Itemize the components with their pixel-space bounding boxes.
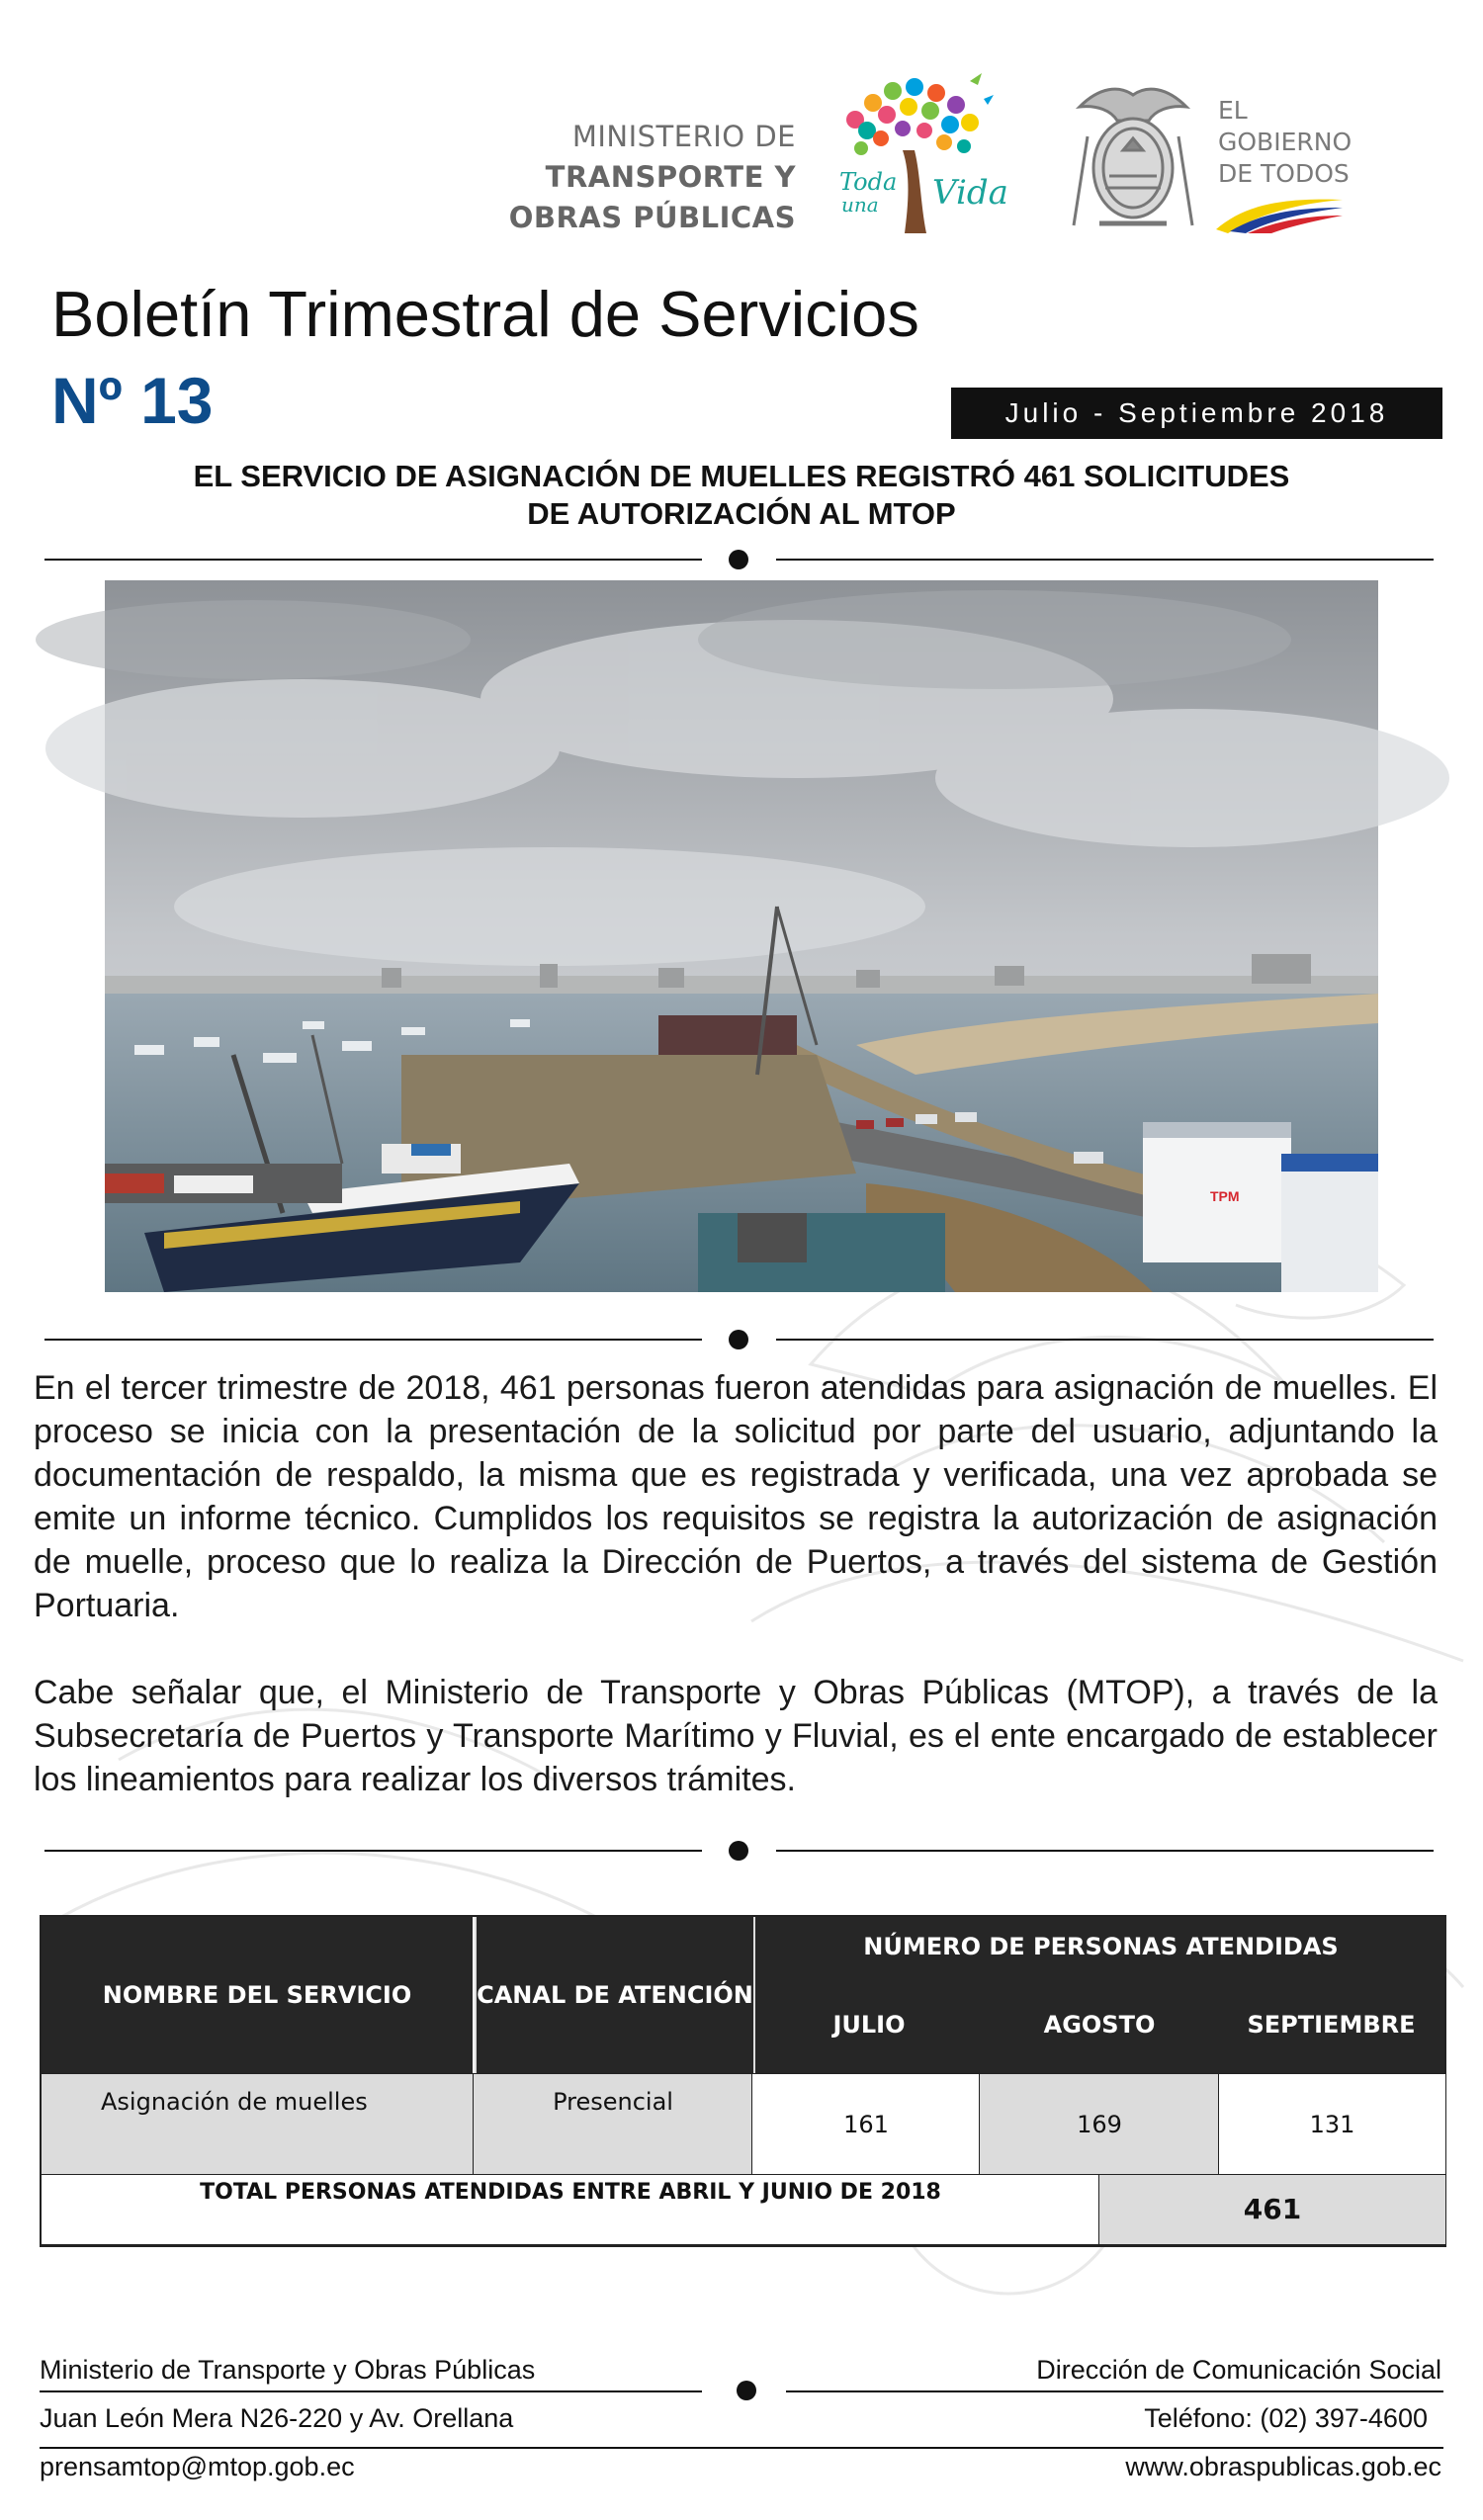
body-paragraph-1: En el tercer trimestre de 2018, 461 personas fueron atendidas para asignación de muelles. El proceso se inicia con la presentación de la solicitud por parte del usuario, adjuntando la documentación de respaldo, la misma que es registrada y verificada, una vez aprobada se emite un informe técnico. Cumplidos los requisitos se registra la autorización de asignación de muelle, proceso que lo realiza la Dirección de Puertos, a través del sistema de Gestión Portuaria.	[34, 1369, 1438, 1624]
gov-line2: GOBIERNO	[1218, 128, 1352, 156]
footer-website[interactable]: www.obraspublicas.gob.ec	[1125, 2452, 1441, 2481]
ministry-line1-light: MINISTERIO DE	[571, 120, 796, 153]
header-septiembre: SEPTIEMBRE	[1218, 1976, 1444, 2073]
tree-logo-text-toda: Toda	[839, 168, 898, 196]
header-agosto: AGOSTO	[981, 1976, 1218, 2073]
flag-swoosh-icon	[1216, 194, 1345, 233]
bulletin-title: Boletín Trimestral de Servicios	[51, 278, 919, 350]
header-service: NOMBRE DEL SERVICIO	[42, 1917, 473, 2073]
cell-agosto: 169	[979, 2073, 1220, 2176]
headline	[59, 458, 1424, 533]
toda-una-vida-tree-logo	[826, 65, 1008, 238]
services-table	[40, 1915, 1446, 2247]
total-value: 461	[1098, 2174, 1446, 2245]
port-photo	[105, 580, 1378, 1292]
cell-julio: 161	[751, 2073, 981, 2176]
footer-dot	[737, 2381, 756, 2400]
gov-line1: EL	[1218, 96, 1248, 125]
tree-logo-text-una: una	[841, 193, 879, 217]
header-julio: JULIO	[753, 1976, 983, 2073]
headline-line2: DE AUTORIZACIÓN AL MTOP	[527, 496, 956, 531]
cell-septiembre: 131	[1218, 2073, 1446, 2176]
total-label: TOTAL PERSONAS ATENDIDAS ENTRE ABRIL Y JUNIO DE 2018	[41, 2174, 1100, 2245]
cell-service-text: Asignación de muelles	[101, 2088, 368, 2116]
ministry-line1-bold: TRANSPORTE Y	[545, 160, 796, 194]
body-paragraph-2: Cabe señalar que, el Ministerio de Transporte y Obras Públicas (MTOP), a través de la Subsecretaría de Puertos y Transporte Marítimo y Fluvial, es el ente encargado de establecer los lineamientos para realizar los diversos trámites.	[34, 1674, 1438, 1798]
headline-line1: EL SERVICIO DE ASIGNACIÓN DE MUELLES REGISTRÓ 461 SOLICITUDES	[193, 459, 1290, 493]
gobierno-de-todos-logo	[1218, 95, 1352, 190]
cell-service	[41, 2073, 474, 2176]
photo-sign-text: TPM	[1210, 1188, 1240, 1204]
footer-address: Juan León Mera N26-220 y Av. Orellana	[40, 2403, 514, 2433]
cell-channel: Presencial	[473, 2073, 753, 2176]
gov-line3: DE TODOS	[1218, 159, 1350, 188]
footer-email[interactable]: prensamtop@mtop.gob.ec	[40, 2452, 355, 2481]
ministry-logo-text	[351, 117, 796, 238]
section-divider	[44, 1330, 1434, 1349]
tree-logo-text-vida: Vida	[932, 173, 1008, 213]
section-divider	[44, 1841, 1434, 1861]
footer-org: Ministerio de Transporte y Obras Públicas	[40, 2355, 536, 2385]
footer-phone: Teléfono: (02) 397-4600	[1144, 2403, 1428, 2433]
coat-of-arms-seal	[1060, 77, 1206, 235]
ministry-line2: OBRAS PÚBLICAS	[508, 201, 796, 234]
section-divider	[44, 550, 1434, 569]
header-group: NÚMERO DE PERSONAS ATENDIDAS	[753, 1917, 1446, 1976]
period-badge: Julio - Septiembre 2018	[951, 388, 1442, 439]
bulletin-number: Nº 13	[51, 364, 214, 437]
header-channel: CANAL DE ATENCIÓN	[475, 1917, 753, 2073]
footer-department: Dirección de Comunicación Social	[1036, 2355, 1441, 2385]
